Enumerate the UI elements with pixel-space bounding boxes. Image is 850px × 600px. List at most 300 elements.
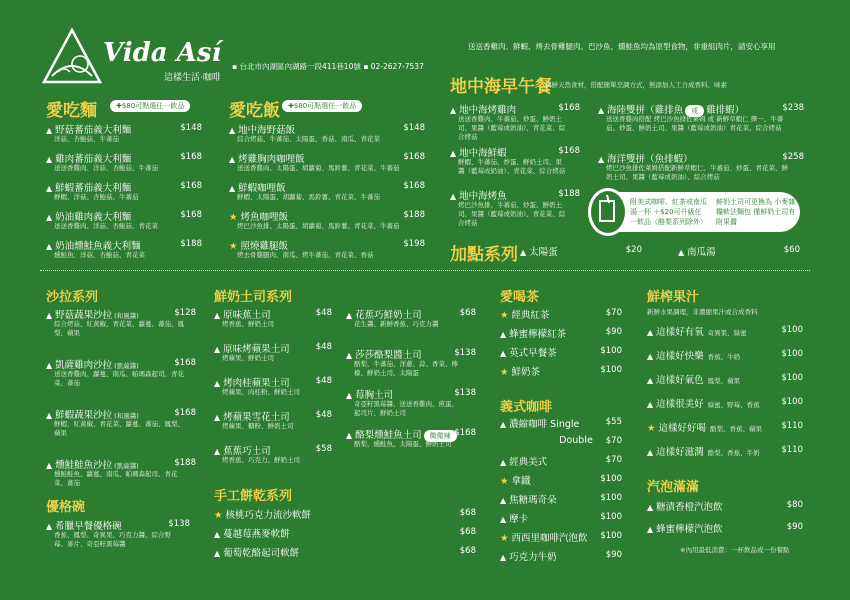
menu-item-label: 烤蘋果雪花土司 xyxy=(223,412,290,423)
menu-item-desc: 烤香蕉、巧克力、鮮奶土司 xyxy=(222,456,300,464)
menu-item-price: $168 xyxy=(403,181,425,191)
menu-item-price: $238 xyxy=(782,103,804,113)
star-icon: ★ xyxy=(229,212,238,223)
menu-item-price: $90 xyxy=(605,327,622,337)
triangle-icon: ▲ xyxy=(598,106,605,115)
menu-item-price: $148 xyxy=(403,123,425,133)
menu-item-label: 奶油雞肉義大利麵 xyxy=(55,212,132,223)
triangle-icon: ▲ xyxy=(214,530,221,539)
menu-item-label: 酪梨燻鮭魚土司 xyxy=(355,430,422,441)
triangle-icon: ▲ xyxy=(346,351,353,360)
menu-item-label: 地中海烤雞肉 xyxy=(459,105,517,116)
menu-item-desc: 燻鮭鮭魚、蘿蔓、南瓜、帕瑪森起司、青花菜、蕃茄 xyxy=(54,470,178,487)
triangle-icon: ▲ xyxy=(46,361,53,370)
menu-item-desc: 酪梨、香蕉、牛奶 xyxy=(707,449,760,457)
menu-item-price: $110 xyxy=(781,445,803,455)
menu-item-price: $100 xyxy=(600,346,622,356)
triangle-icon: ▲ xyxy=(520,248,527,257)
menu-item-label: 西西里咖啡汽泡飲 xyxy=(511,533,588,544)
triangle-icon: ▲ xyxy=(450,192,457,201)
triangle-icon: ▲ xyxy=(229,184,236,193)
menu-item-price: $100 xyxy=(781,325,803,335)
menu-item-price: $100 xyxy=(600,512,622,522)
menu-item-label: 經典紅茶 xyxy=(511,310,550,321)
menu-item-label: 凱薩雞肉沙拉 xyxy=(55,360,113,371)
menu-item-desc: 鳳梨、蘋果 xyxy=(707,377,741,385)
star-icon: ★ xyxy=(500,310,509,321)
menu-item-label: 照燒雞腿飯 xyxy=(240,241,289,252)
menu-item-desc: 烤巴沙魚排、太陽蛋、胡蘿蔔、馬鈴薯、青花菜、牛蕃茄 xyxy=(237,222,400,230)
menu-item-price: $55 xyxy=(605,417,622,427)
menu-item-name xyxy=(500,454,547,468)
menu-item-price: $168 xyxy=(180,152,202,162)
toast-note: 鮮奶土司可更換為 小麥雜糧軟法麵包 僅鮮奶土司有附果醬 xyxy=(716,198,796,226)
star-icon: ★ xyxy=(500,367,509,378)
menu-item-label: 鮮蝦咖哩飯 xyxy=(238,183,286,194)
menu-item-name xyxy=(229,238,288,252)
triangle-icon: ▲ xyxy=(450,106,457,115)
menu-item xyxy=(229,209,425,238)
menu-item-name xyxy=(647,420,762,434)
menu-item xyxy=(500,345,622,364)
menu-item-label: 地中海烤魚 xyxy=(459,191,507,202)
menu-item xyxy=(214,307,332,341)
menu-item-desc: 烤巴沙魚排佐萊姆搭配新鮮草蝦仁、牛蕃茄、炒蛋、青花菜、鮮奶土司、果醬（藍莓或奶油）、綜合烤菇 xyxy=(606,164,788,181)
menu-item-label: Double xyxy=(559,435,593,446)
menu-item-name xyxy=(46,357,139,371)
menu-item xyxy=(500,416,622,435)
menu-item-name xyxy=(46,151,131,165)
menu-item-name xyxy=(500,549,557,563)
extras-title: 加點系列 xyxy=(450,245,518,265)
menu-item-name xyxy=(46,180,131,194)
menu-item-sauce: (凱薩醬) xyxy=(114,362,139,370)
menu-item xyxy=(647,420,803,444)
menu-item-label: 蜂蜜檸檬汽泡飲 xyxy=(656,524,723,535)
menu-item-desc: 烤巴沙魚排、牛蕃茄、炒蛋、鮮奶土司、果醬（藍莓或奶油）、青花菜、綜合烤菇 xyxy=(458,201,566,227)
address-text: 台北市內湖區內湖路一段411巷10號 xyxy=(239,62,361,71)
menu-item-label: 南瓜湯 xyxy=(687,247,716,258)
menu-item-name xyxy=(46,238,141,252)
menu-item-desc: 烤蘋果、鮮奶土司 xyxy=(222,354,274,362)
menu-item xyxy=(500,307,622,326)
menu-item xyxy=(647,372,803,396)
menu-item-name xyxy=(214,526,290,540)
menu-item-desc: 鮮蝦、太陽蛋、胡蘿蔔、馬鈴薯、青花菜、牛蕃茄 xyxy=(237,193,380,201)
triangle-icon: ▲ xyxy=(647,525,654,534)
triangle-icon: ▲ xyxy=(214,379,221,388)
menu-item-price: $138 xyxy=(168,519,190,529)
triangle-icon: ▲ xyxy=(500,496,507,505)
menu-item-label: 摩卡 xyxy=(509,514,529,525)
menu-item xyxy=(647,396,803,420)
menu-item-label: 蕉蕉巧土司 xyxy=(223,446,271,457)
triangle-icon: ▲ xyxy=(214,345,221,354)
menu-item-name xyxy=(647,396,760,410)
menu-item-price: $100 xyxy=(600,365,622,375)
menu-item-price: $168 xyxy=(180,181,202,191)
triangle-icon: ▲ xyxy=(46,461,53,470)
menu-item xyxy=(500,364,622,383)
yogurt-title: 優格碗 xyxy=(46,500,86,515)
menu-item-desc: 酪梨、燻鮭魚、太陽蛋、鮮奶土司 xyxy=(354,440,452,448)
header-notice: 送送香雞肉、鮮蝦、烤去骨雞腿肉、巴沙魚、燻鮭魚均為原型食物，非重組肉片，請安心享用 xyxy=(468,42,776,51)
triangle-icon: ▲ xyxy=(46,311,53,320)
divider xyxy=(40,270,810,271)
juice-title: 鮮榨果汁 xyxy=(647,290,700,305)
brand-name: Vida Así xyxy=(103,38,222,68)
triangle-icon: ▲ xyxy=(214,549,221,558)
menu-item-price: $168 xyxy=(180,210,202,220)
menu-item xyxy=(346,307,476,347)
menu-item xyxy=(229,151,425,180)
triangle-icon: ▲ xyxy=(598,155,605,164)
menu-item-name xyxy=(500,307,550,321)
menu-item-label: 燻鮭鮭魚沙拉 xyxy=(55,460,113,471)
triangle-icon: ▲ xyxy=(46,155,53,164)
triangle-icon: ▲ xyxy=(229,126,236,135)
menu-item-name xyxy=(214,409,290,423)
menu-item-label: 花蕉巧鮮奶土司 xyxy=(355,310,422,321)
menu-item-price: $48 xyxy=(315,410,332,420)
star-icon: ★ xyxy=(229,241,238,252)
menu-item-name xyxy=(46,457,139,471)
menu-item-price: $188 xyxy=(174,458,196,468)
menu-item xyxy=(647,444,803,468)
menu-item xyxy=(214,526,476,545)
menu-item-desc: 送送香雞肉、洋菇、杏鮑菇、青花菜 xyxy=(54,222,158,230)
menu-item-label: 烤雞胸肉咖哩飯 xyxy=(238,154,305,165)
menu-item-price: $68 xyxy=(459,546,476,556)
menu-item-price: $110 xyxy=(781,421,803,431)
menu-item-price: $70 xyxy=(605,436,622,446)
menu-item xyxy=(500,454,622,473)
menu-item xyxy=(229,238,425,267)
triangle-icon: ▲ xyxy=(647,352,654,361)
pin-icon: ▪ xyxy=(232,62,238,71)
menu-item-label: 雞肉蕃茄義大利麵 xyxy=(55,154,132,165)
menu-item-price: $188 xyxy=(558,189,580,199)
menu-item-name xyxy=(346,347,422,361)
cookies-title: 手工餅乾系列 xyxy=(214,489,293,504)
rice-title: 愛吃飯 xyxy=(229,101,280,121)
menu-item-price: $138 xyxy=(454,388,476,398)
menu-item-label: 經典美式 xyxy=(509,457,548,468)
drink-note: 附美式咖啡、紅茶或南瓜湯一杯 ＋$20可升級任一飲品（酪梨系列除外） xyxy=(630,198,707,226)
menu-item-label: 莎莎酪梨醬土司 xyxy=(355,350,422,361)
menu-item xyxy=(46,209,202,238)
menu-item xyxy=(500,549,622,568)
toast-title: 鮮奶土司系列 xyxy=(214,290,293,305)
address xyxy=(232,61,424,72)
menu-item-price: $48 xyxy=(315,376,332,386)
triangle-icon: ▲ xyxy=(500,349,507,358)
menu-item-name xyxy=(500,416,579,430)
menu-item-price: $68 xyxy=(459,527,476,537)
menu-item-desc: 香蕉、鳳梨、奇異果、巧克力醬、綜合野莓、麥片、奇亞籽黑莓醬 xyxy=(54,531,171,548)
menu-item-name xyxy=(46,122,131,136)
menu-item-price: $258 xyxy=(782,152,804,162)
menu-item xyxy=(500,326,622,345)
menu-item xyxy=(598,102,804,151)
menu-item-price: $100 xyxy=(781,397,803,407)
menu-item-desc: 綜合烤菇、紅黃椒、青花菜、蘿蔓、蕃茄、鳳梨、蘋果 xyxy=(54,320,184,337)
menu-item-name xyxy=(647,499,723,513)
phone-text: 02-2627-7537 xyxy=(370,62,424,71)
brunch-title: 地中海早午餐 xyxy=(450,77,552,97)
triangle-icon: ▲ xyxy=(500,458,507,467)
triangle-icon: ▲ xyxy=(647,503,654,512)
menu-item-name xyxy=(46,407,139,421)
menu-item-desc: 綠蜜、野莓、香蕉 xyxy=(707,401,760,409)
menu-item-label: 鮮蝦蔬果沙拉 xyxy=(55,410,113,421)
menu-item-price: $60 xyxy=(783,245,800,255)
menu-item-label: 葡萄乾酪起司軟餅 xyxy=(223,548,300,559)
menu-item-name xyxy=(500,364,540,378)
menu-item-name xyxy=(647,348,740,362)
menu-item-name xyxy=(46,518,122,532)
menu-item xyxy=(214,507,476,526)
menu-item-desc: 奇異果、綠蜜 xyxy=(707,329,747,337)
menu-item-price: $100 xyxy=(600,474,622,484)
menu-item-name xyxy=(346,307,422,321)
menu-item-price: $168 xyxy=(174,408,196,418)
menu-item xyxy=(450,145,580,188)
menu-item xyxy=(214,545,476,564)
menu-item-name xyxy=(229,180,286,194)
menu-item-price: $80 xyxy=(786,500,803,510)
menu-item-tag: 或 xyxy=(685,105,704,117)
menu-item-name xyxy=(229,122,295,136)
triangle-icon: ▲ xyxy=(46,213,53,222)
menu-item xyxy=(346,387,476,427)
menu-item-name xyxy=(450,188,507,202)
pasta-badge: ✚$80可點選任一飲品 xyxy=(110,100,190,112)
menu-item-label: 拿鐵 xyxy=(511,476,531,487)
menu-item-name xyxy=(346,387,393,401)
triangle-icon: ▲ xyxy=(46,126,53,135)
menu-item-price: $90 xyxy=(605,550,622,560)
menu-item xyxy=(500,492,622,511)
triangle-icon: ▲ xyxy=(46,522,53,531)
menu-item-name xyxy=(678,244,716,258)
menu-item-label: 鮮蝦蕃茄義大利麵 xyxy=(55,183,132,194)
menu-item-label: 野菇蕃茄義大利麵 xyxy=(55,125,132,136)
menu-item-label: 蜂蜜檸檬紅茶 xyxy=(509,329,567,340)
rice-badge: ✚$80可點選任一飲品 xyxy=(282,100,362,112)
drink-note-box xyxy=(590,192,800,232)
pasta-title: 愛吃麵 xyxy=(46,101,97,121)
menu-item xyxy=(500,435,622,454)
menu-item xyxy=(647,348,803,372)
menu-item xyxy=(46,307,196,357)
menu-item xyxy=(214,341,332,375)
menu-item-price: $198 xyxy=(403,239,425,249)
menu-item-price: $168 xyxy=(403,152,425,162)
star-icon: ★ xyxy=(214,510,223,521)
menu-item xyxy=(450,102,580,145)
menu-item-name xyxy=(46,209,131,223)
menu-item xyxy=(214,375,332,409)
menu-item-desc: 烤蘋果、肉桂粉、鮮奶土司 xyxy=(222,388,300,396)
menu-item xyxy=(46,407,196,457)
menu-item-price: $20 xyxy=(625,245,642,255)
triangle-icon: ▲ xyxy=(678,248,685,257)
menu-item-name xyxy=(500,473,531,487)
triangle-icon: ▲ xyxy=(500,515,507,524)
phone-icon: ▪ xyxy=(363,62,369,71)
triangle-icon: ▲ xyxy=(46,411,53,420)
triangle-icon: ▲ xyxy=(346,431,353,440)
soda-title: 汽泡滿滿 xyxy=(647,480,700,495)
menu-item-desc: 鮮蝦、洋菇、杏鮑菇、牛蕃茄 xyxy=(54,193,139,201)
menu-item-name xyxy=(214,443,271,457)
menu-item-desc: 酪梨、香蕉、蘋果 xyxy=(710,425,763,433)
menu-item-label: 核桃巧克力流沙軟餅 xyxy=(225,510,312,521)
menu-item-desc: 送送香雞肉搭配 烤巴沙魚排佐萊姆 或 新鮮草蝦仁 擇一、牛蕃茄、炒蛋、鮮奶土司、果醬（藍莓或奶油）青花菜、綜合烤菇 xyxy=(606,115,784,132)
menu-item-desc: 奇亞籽黑莓醬、送送香雞肉、煎蛋、起司片、鮮奶土司 xyxy=(354,400,458,417)
menu-item-label: 這樣很美好 xyxy=(656,399,704,410)
menu-item-price: $168 xyxy=(558,146,580,156)
star-icon: ★ xyxy=(647,423,656,434)
menu-item xyxy=(46,180,202,209)
menu-item-desc: 烤蘋果、糖粉、鮮奶土司 xyxy=(222,422,294,430)
footer-note: ※內用最低消費：一杯飲品或一份餐點 xyxy=(680,546,790,554)
menu-item-name xyxy=(214,507,311,521)
menu-item-desc: 洋菇、杏鮑菇、牛蕃茄 xyxy=(54,135,119,143)
menu-item-name xyxy=(598,151,693,165)
star-icon: ★ xyxy=(500,476,509,487)
menu-item-name xyxy=(46,307,139,321)
triangle-icon: ▲ xyxy=(46,184,53,193)
menu-item-desc: 烤香蕉、鮮奶土司 xyxy=(222,320,274,328)
menu-item-label: 地中海鮮蝦 xyxy=(459,148,507,159)
menu-item-name xyxy=(647,521,723,535)
menu-item-tag: 微微辣 xyxy=(424,430,457,442)
triangle-icon: ▲ xyxy=(214,447,221,456)
menu-item-name xyxy=(550,435,593,446)
menu-item-label: 濃縮咖啡 Single xyxy=(509,419,580,430)
brunch-subtitle: 新鮮天然食材，搭配簡單烹調方式，無添加人工合成香料、味素 xyxy=(545,81,727,89)
star-icon: ★ xyxy=(500,533,509,544)
menu-item-name xyxy=(500,530,588,544)
menu-item-label: 太陽蛋 xyxy=(529,247,558,258)
menu-item-label: 野菇蔬果沙拉 xyxy=(55,310,113,321)
menu-item-label: 這樣好氣色 xyxy=(656,375,704,386)
cup-icon xyxy=(588,188,628,236)
menu-item-name xyxy=(500,345,557,359)
menu-item xyxy=(647,521,803,543)
menu-item-desc: 烤去骨雞腿肉、南瓜、烤牛蕃茄、青花菜、香菇 xyxy=(237,251,374,259)
triangle-icon: ▲ xyxy=(46,242,53,251)
menu-item xyxy=(214,443,332,477)
menu-item-label: 希臘早餐優格碗 xyxy=(55,521,122,532)
menu-item-label: 海陸雙拼（雞排魚 xyxy=(607,105,684,116)
menu-item xyxy=(346,427,476,467)
menu-item-desc: 鮮蝦、紅黃椒、青花菜、蘿蔓、蕃茄、鳳梨、蘋果 xyxy=(54,420,184,437)
menu-item-name xyxy=(229,209,288,223)
menu-item-label: 原味烤蘋果土司 xyxy=(223,344,290,355)
menu-item-name xyxy=(214,375,290,389)
menu-item-desc: 香蕉、牛奶 xyxy=(707,353,741,361)
menu-item-name xyxy=(500,326,566,340)
menu-item-price: $48 xyxy=(315,342,332,352)
menu-item-name xyxy=(214,341,290,355)
menu-item-label: 莓胸土司 xyxy=(355,390,394,401)
menu-item-name xyxy=(229,151,305,165)
triangle-icon: ▲ xyxy=(229,155,236,164)
menu-item-label-2: 雞排蝦） xyxy=(706,105,745,116)
menu-item xyxy=(46,518,190,546)
menu-item xyxy=(46,238,202,267)
menu-item-label: 鮮奶茶 xyxy=(511,367,541,378)
menu-item-desc: 送送香雞肉、牛蕃茄、炒蛋、鮮奶土司、果醬（藍莓或奶油）、青花菜、綜合烤菇 xyxy=(458,115,566,141)
menu-item xyxy=(46,357,196,407)
menu-item-label: 烤魚咖哩飯 xyxy=(240,212,289,223)
menu-item-price: $168 xyxy=(558,103,580,113)
logo xyxy=(42,28,102,86)
menu-item-price: $100 xyxy=(781,373,803,383)
menu-item-price: $168 xyxy=(454,428,476,438)
menu-item-sauce: (凱薩醬) xyxy=(114,462,139,470)
triangle-icon: ▲ xyxy=(500,330,507,339)
juice-subtitle: 新鮮水果調理，非濃縮果汁或合成香料 xyxy=(647,308,758,316)
menu-item-label: 這樣好好喝 xyxy=(658,423,707,434)
triangle-icon: ▲ xyxy=(500,420,507,429)
menu-item-name xyxy=(647,324,747,338)
menu-item-label: 巧克力牛奶 xyxy=(509,552,557,563)
menu-item-sauce: (和風醬) xyxy=(114,412,139,420)
menu-item-price: $58 xyxy=(315,444,332,454)
coffee-title: 義式咖啡 xyxy=(500,400,553,415)
menu-item-name xyxy=(214,545,299,559)
menu-item-label: 蔓越莓燕麥軟餅 xyxy=(223,529,290,540)
menu-item-price: $100 xyxy=(600,493,622,503)
menu-item-price: $168 xyxy=(174,358,196,368)
menu-item-name xyxy=(450,102,516,116)
menu-item-price: $68 xyxy=(459,308,476,318)
menu-item xyxy=(214,409,332,443)
menu-item xyxy=(500,511,622,530)
menu-item-name xyxy=(500,511,528,525)
menu-item-desc: 燻鮭魚、洋菇、杏鮑菇、青花菜 xyxy=(54,251,145,259)
menu-item-label: 海洋雙拼（魚排蝦） xyxy=(607,154,693,165)
triangle-icon: ▲ xyxy=(647,328,654,337)
menu-item-name xyxy=(500,492,557,506)
menu-item xyxy=(500,473,622,492)
menu-item-label: 這樣好滋潤 xyxy=(656,447,704,458)
menu-item-price: $70 xyxy=(605,455,622,465)
menu-item-name xyxy=(520,244,558,258)
menu-item xyxy=(46,151,202,180)
menu-item xyxy=(229,180,425,209)
tea-title: 愛喝茶 xyxy=(500,290,540,305)
menu-item xyxy=(647,499,803,521)
menu-item-sauce: (和風醬) xyxy=(114,312,139,320)
menu-item-desc: 花生醬、新鮮香蕉、巧克力醬 xyxy=(354,320,439,328)
menu-item-price: $188 xyxy=(403,210,425,220)
menu-item-price: $48 xyxy=(315,308,332,318)
menu-item-name xyxy=(450,145,507,159)
menu-item-price: $70 xyxy=(605,308,622,318)
menu-item-desc: 送送香雞肉、洋菇、杏鮑菇、牛蕃茄 xyxy=(54,164,158,172)
menu-item-label: 烤肉桂蘋果土司 xyxy=(223,378,290,389)
menu-item-name xyxy=(214,307,271,321)
menu-item-label: 奶油燻鮭魚義大利麵 xyxy=(55,241,141,252)
menu-item-price: $148 xyxy=(180,123,202,133)
menu-item-name xyxy=(647,372,740,386)
menu-item-label: 原味蕉土司 xyxy=(223,310,271,321)
